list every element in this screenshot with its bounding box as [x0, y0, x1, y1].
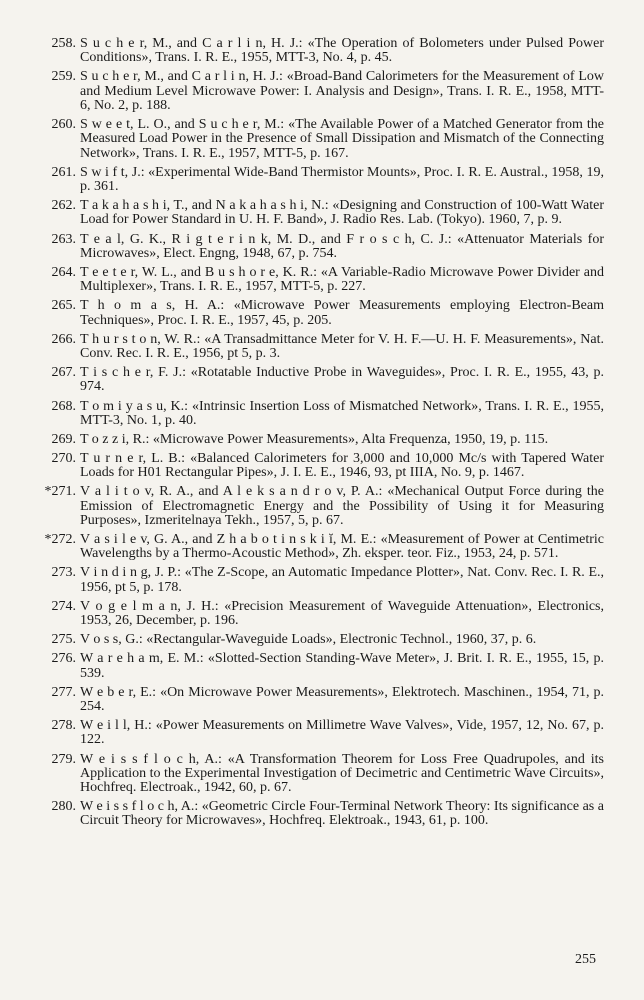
reference-text: S w e e t, L. O., and S u c h e r, M.: «The Available Power of a Matched Generator from the Measured Load Power in the Presence of Small Dissipation and Mismatch of the Connecting Network», Trans. I. R. E., 1957, MTT-5, p. 167.	[80, 117, 604, 161]
reference-item	[22, 37, 604, 66]
reference-number: 265.	[51, 298, 76, 314]
reference-text: W e i l l, H.: «Power Measurements on Millimetre Wave Valves», Vide, 1957, 12, No. 67, p. 122.	[80, 718, 604, 748]
reference-item	[22, 118, 604, 161]
reference-text: W e i s s f l o c h, A.: «A Transformation Theorem for Loss Free Quadrupoles, and its Application to the Experimental Investigation of Decimetric and Centimetric Wave Circuits», Hochfreq. Electroak., 1942, 60, p. 67.	[80, 751, 604, 796]
reference-text: S u c h e r, M., and C a r l i n, H. J.: «The Operation of Bolometers under Pulsed Power Conditions», Trans. I. R. E., 1955, MTT-3, No. 4, p. 45.	[80, 36, 604, 66]
reference-number: 263.	[51, 231, 76, 247]
reference-number: 266.	[51, 331, 76, 347]
reference-number: 280.	[51, 799, 76, 815]
reference-item	[22, 652, 604, 681]
reference-item	[22, 566, 604, 595]
reference-text: T u r n e r, L. B.: «Balanced Calorimeters for 3,000 and 10,000 Mc/s with Tapered Water Loads for H01 Rectangular Pipes», J. I. E. E., 1946, 93, pt IIIA, No. 9, p. 1467.	[80, 450, 604, 481]
reference-text: T h o m a s, H. A.: «Microwave Power Measurements employing Electron-Beam Techniques», Proc. I. R. E., 1957, 45, p. 205.	[80, 298, 604, 328]
reference-number: 267.	[51, 365, 76, 381]
reference-number: 268.	[51, 398, 76, 414]
reference-item	[22, 452, 604, 481]
reference-number: 270.	[51, 450, 76, 466]
reference-number: *271.	[44, 484, 76, 500]
page-number: 255	[575, 952, 596, 967]
reference-item	[22, 233, 604, 262]
reference-text: S u c h e r, M., and C a r l i n, H. J.: «Broad-Band Calorimeters for the Measurement of Low and Medium Level Microwave Power: I. Analysis and Design», Trans. I. R. E., 1958, MTT-6, No. 2, p. 188.	[80, 69, 604, 113]
reference-item	[22, 533, 604, 562]
reference-text: T a k a h a s h i, T., and N a k a h a s h i, N.: «Designing and Construction of 100-Watt Water Load for Power Standard in U. H. F. Band», J. Radio Res. Lab. (Tokyo). 1960, 7, p. 9.	[80, 198, 604, 228]
reference-item	[22, 686, 604, 715]
reference-number: 259.	[51, 69, 76, 85]
reference-item	[22, 70, 604, 113]
reference-item	[22, 333, 604, 362]
reference-text: V a l i t o v, R. A., and A l e k s a n d r o v, P. A.: «Mechanical Output Force during the Emission of Electromagnetic Energy and the Possibility of Using it for Measuring Purposes», Izmeritelnaya Tekh., 1957, 5, p. 67.	[80, 484, 604, 528]
reference-text: V a s i l e v, G. A., and Z h a b o t i n s k i ĭ, M. E.: «Measurement of Power at Centimetric Wavelengths by a Thermo-Acoustic Method», Zh. eksper. teor. Fiz., 1953, 24, p. 571.	[80, 532, 604, 562]
reference-text: W e i s s f l o c h, A.: «Geometric Circle Four-Terminal Network Theory: Its significance as a Circuit Theory for Microwaves», Hochfreq. Elektroak., 1943, 61, p. 100.	[80, 799, 604, 829]
reference-item	[22, 433, 604, 447]
reference-number: 274.	[51, 598, 76, 614]
reference-text: W a r e h a m, E. M.: «Slotted-Section Standing-Wave Meter», J. Brit. I. R. E., 1955, 15, p. 539.	[80, 651, 604, 681]
reference-item	[22, 199, 604, 228]
reference-number: 277.	[51, 684, 76, 700]
reference-item	[22, 485, 604, 528]
reference-item	[22, 299, 604, 328]
reference-item	[22, 266, 604, 295]
reference-text: T o m i y a s u, K.: «Intrinsic Insertion Loss of Mismatched Network», Trans. I. R. E., 1955, MTT-3, No. 1, p. 40.	[80, 398, 604, 428]
reference-text: V o s s, G.: «Rectangular-Waveguide Loads», Electronic Technol., 1960, 37, p. 6.	[80, 632, 537, 648]
reference-number: 260.	[51, 117, 76, 133]
reference-item	[22, 400, 604, 429]
reference-item	[22, 633, 604, 647]
reference-number: 264.	[51, 264, 76, 280]
reference-number: 275.	[51, 632, 76, 648]
reference-number: 278.	[51, 718, 76, 734]
reference-item	[22, 366, 604, 395]
reference-item	[22, 800, 604, 829]
reference-number: 258.	[51, 36, 76, 51]
reference-text: S w i f t, J.: «Experimental Wide-Band Thermistor Mounts», Proc. I. R. E. Austral., 1958, 19, p. 361.	[80, 164, 604, 195]
reference-number: 273.	[51, 565, 76, 581]
reference-number: 279.	[51, 751, 76, 767]
reference-text: V i n d i n g, J. P.: «The Z-Scope, an Automatic Impedance Plotter», Nat. Conv. Rec. I. R. E., 1956, pt 5, p. 178.	[80, 565, 604, 595]
reference-item	[22, 753, 604, 796]
reference-item	[22, 600, 604, 629]
reference-number: 262.	[51, 198, 76, 214]
reference-text: W e b e r, E.: «On Microwave Power Measurements», Elektrotech. Maschinen., 1954, 71, p. 254.	[80, 684, 604, 715]
reference-number: *272.	[44, 532, 76, 548]
reference-number: 269.	[51, 431, 76, 447]
reference-list	[22, 37, 604, 834]
reference-item	[22, 719, 604, 748]
reference-text: T h u r s t o n, W. R.: «A Transadmittance Meter for V. H. F.—U. H. F. Measurements», Nat. Conv. Rec. I. R. E., 1956, pt 5, p. 3.	[80, 331, 604, 362]
reference-text: T e e t e r, W. L., and B u s h o r e, K. R.: «A Variable-Radio Microwave Power Divider and Multiplexer», Trans. I. R. E., 1957, MTT-5, p. 227.	[80, 264, 604, 295]
reference-number: 261.	[51, 164, 76, 180]
reference-text: T i s c h e r, F. J.: «Rotatable Inductive Probe in Waveguides», Proc. I. R. E., 1955, 43, p. 974.	[80, 365, 604, 395]
reference-text: T o z z i, R.: «Microwave Power Measurements», Alta Frequenza, 1950, 19, p. 115.	[80, 431, 549, 447]
reference-text: V o g e l m a n, J. H.: «Precision Measurement of Waveguide Attenuation», Electronics, 1953, 26, December, p. 196.	[80, 598, 604, 629]
reference-text: T e a l, G. K., R i g t e r i n k, M. D., and F r o s c h, C. J.: «Attenuator Materials for Microwaves», Elect. Engng, 1948, 67, p. 754.	[80, 231, 604, 261]
reference-item	[22, 166, 604, 195]
reference-number: 276.	[51, 651, 76, 667]
